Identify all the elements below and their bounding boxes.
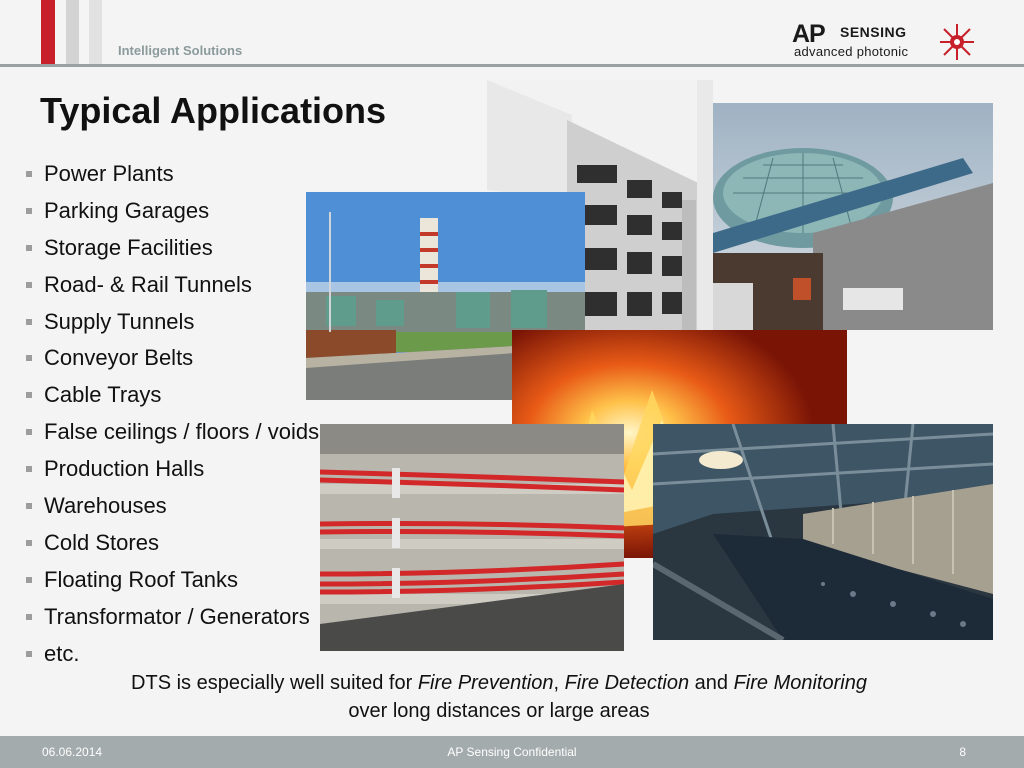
bullet-square-icon [26,208,32,214]
header-divider [0,64,1024,67]
note-second-line: over long distances or large areas [348,700,650,722]
footer-confidential: AP Sensing Confidential [447,745,577,759]
bullet-square-icon [26,540,32,546]
bullet-square-icon [26,577,32,583]
list-item: Warehouses [24,489,319,526]
list-item: Conveyor Belts [24,341,319,378]
list-item: Power Plants [24,157,319,194]
slide-footer [0,736,1024,768]
bullet-square-icon [26,651,32,657]
photo-conveyor-belt [653,424,993,640]
bullet-square-icon [26,282,32,288]
header-accent-bar-gray [66,0,79,66]
list-item: Parking Garages [24,194,319,231]
list-item: False ceilings / floors / voids [24,415,319,452]
list-item: etc. [24,637,319,674]
bullet-square-icon [26,392,32,398]
header-accent-bar-light [89,0,102,66]
bullet-square-icon [26,503,32,509]
header-accent-bar-red [41,0,55,66]
logo-subtitle: advanced photonic [794,44,909,59]
laser-star-icon [938,22,976,62]
list-item: Cable Trays [24,378,319,415]
photo-cable-trays [320,424,624,651]
emphasis-fire-monitoring: Fire Monitoring [733,672,867,694]
list-item: Floating Roof Tanks [24,563,319,600]
slide-title: Typical Applications [40,90,387,131]
emphasis-fire-prevention: Fire Prevention [417,672,554,694]
bullet-square-icon [26,245,32,251]
applications-list [24,157,319,673]
bullet-square-icon [26,319,32,325]
logo-ap-text: AP [792,20,825,48]
bullet-square-icon [26,355,32,361]
page-number: 8 [959,745,966,759]
emphasis-fire-detection: Fire Detection [564,672,690,694]
photo-storage-dome [713,103,993,330]
list-item: Storage Facilities [24,231,319,268]
ap-sensing-logo [790,20,980,64]
list-item: Supply Tunnels [24,305,319,342]
bullet-square-icon [26,466,32,472]
bullet-square-icon [26,614,32,620]
logo-sensing-text: SENSING [840,24,907,40]
footer-date: 06.06.2014 [42,745,103,759]
list-item: Transformator / Generators [24,600,319,637]
list-item: Cold Stores [24,526,319,563]
bullet-square-icon [26,171,32,177]
header-tagline: Intelligent Solutions [118,43,243,58]
bullet-square-icon [26,429,32,435]
list-item: Road- & Rail Tunnels [24,268,319,305]
dts-summary-note: DTS is especially well suited for Fire Prevention, Fire Detection and Fire Monitoring over long distances or large areas [131,672,867,722]
list-item: Production Halls [24,452,319,489]
